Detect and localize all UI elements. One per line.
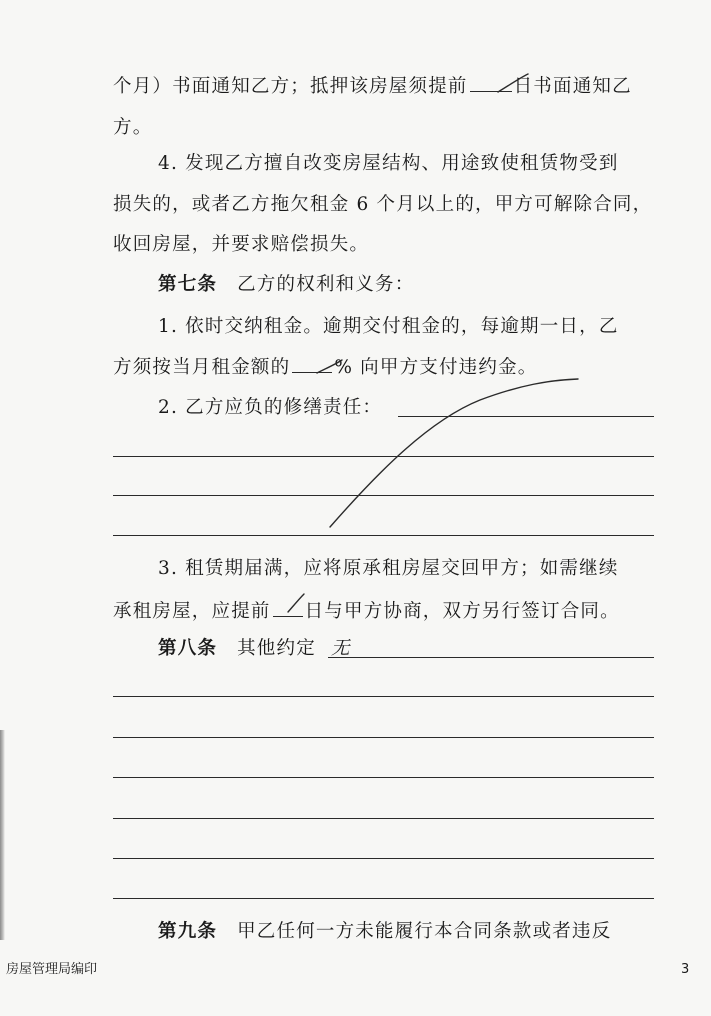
blank-field	[292, 354, 332, 373]
blank-field	[470, 73, 512, 92]
blank-field	[273, 598, 303, 617]
article-number: 第九条	[158, 921, 218, 942]
clause-text: 个月）书面通知乙方；抵押该房屋须提前	[113, 76, 468, 97]
blank-line	[113, 737, 654, 738]
blank-line	[113, 535, 654, 536]
text-line: 4. 发现乙方擅自改变房屋结构、用途致使租赁物受到	[158, 153, 619, 174]
blank-line	[113, 495, 654, 496]
article-title: 其他约定	[237, 638, 316, 659]
blank-line	[113, 456, 654, 457]
blank-line	[113, 777, 654, 778]
article-heading	[158, 273, 414, 297]
article-title: 乙方的权利和义务：	[237, 274, 415, 295]
text-line: 3. 租赁期届满，应将原承租房屋交回甲方；如需继续	[158, 558, 619, 579]
text-line: 方。	[113, 117, 153, 138]
clause-text: 承租房屋，应提前	[113, 601, 271, 622]
clause-text: 方须按当月租金额的	[113, 357, 291, 378]
text-line: 2. 乙方应负的修缮责任：	[158, 397, 383, 418]
blank-line	[113, 818, 654, 819]
page-number: 3	[681, 962, 690, 977]
blank-line	[113, 696, 654, 697]
blank-line	[328, 657, 654, 658]
article-heading	[158, 920, 611, 944]
text-line	[113, 73, 632, 99]
scan-shadow	[0, 730, 5, 940]
article-title: 甲乙任何一方未能履行本合同条款或者违反	[237, 921, 612, 942]
blank-line	[113, 898, 654, 899]
text-line	[113, 598, 620, 624]
publisher-footer: 房屋管理局编印	[6, 962, 98, 977]
clause-text: % 向甲方支付违约金。	[334, 357, 538, 378]
blank-line	[113, 858, 654, 859]
article-number: 第七条	[158, 274, 218, 295]
clause-text: 日书面通知乙	[513, 76, 632, 97]
clause-text: 日与甲方协商，双方另行签订合同。	[304, 601, 620, 622]
text-line: 收回房屋，并要求赔偿损失。	[113, 234, 370, 255]
handwritten-entry: 无	[331, 638, 351, 659]
article-number: 第八条	[158, 638, 218, 659]
text-line	[113, 354, 537, 380]
text-line: 1. 依时交纳租金。逾期交付租金的，每逾期一日，乙	[158, 316, 619, 337]
blank-line	[398, 416, 654, 417]
text-line: 损失的，或者乙方拖欠租金 6 个月以上的，甲方可解除合同，	[113, 194, 653, 215]
article-heading	[158, 637, 351, 661]
